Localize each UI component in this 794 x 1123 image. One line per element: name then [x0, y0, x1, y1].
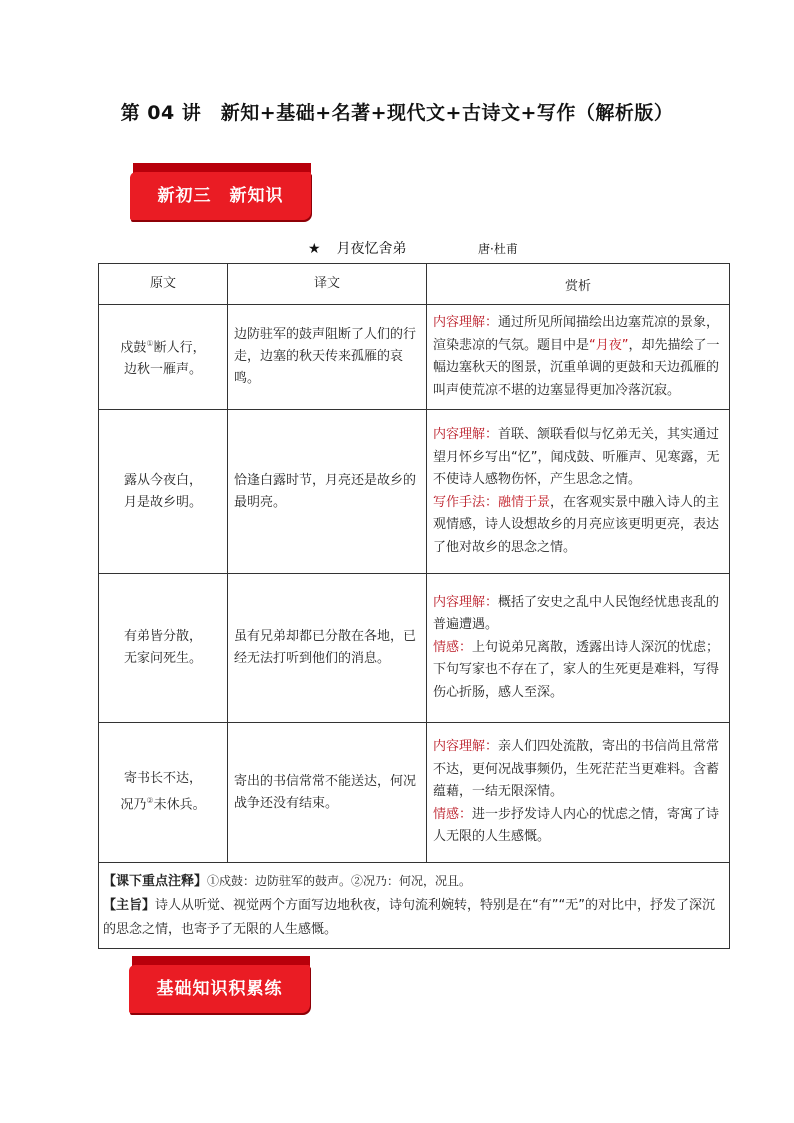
table-row [99, 305, 730, 410]
poem-heading [308, 238, 518, 258]
poem-name: 月夜忆舍弟 [336, 241, 407, 257]
notes-text: ①戍鼓：边防驻军的鼓声。②况乃：何况，况且。 [207, 874, 472, 888]
appreciation-cell [427, 305, 730, 410]
emotion-label: 情感： [433, 639, 473, 655]
footnote-mark: ② [146, 796, 154, 806]
translation-cell [228, 305, 427, 410]
translation-text: 寄出的书信常常不能送达，何况战争还没有结束。 [234, 773, 417, 811]
table-row [99, 723, 730, 863]
original-cell [99, 305, 228, 410]
section-banner-new-knowledge [130, 172, 315, 220]
appreciation-text: 上句说弟兄离散，透露出诗人深沉的忧虑；下句写家也不存在了，家人的生死更是难料，写得伤心折肠，感人至深。 [433, 639, 720, 700]
original-cell [99, 410, 228, 574]
highlight-text: “月夜” [589, 337, 629, 353]
translation-text: 边防驻军的鼓声阻断了人们的行走，边塞的秋天传来孤雁的哀鸣。 [234, 327, 417, 386]
appreciation-cell [427, 410, 730, 574]
emotion-label: 情感： [433, 806, 473, 822]
highlight-text: 融情于景 [498, 494, 551, 510]
content-label: 内容理解： [433, 594, 499, 610]
translation-text: 恰逢白露时节，月亮还是故乡的最明亮。 [234, 472, 417, 510]
translation-text: 虽有兄弟却都已分散在各地，已经无法打听到他们的消息。 [234, 629, 417, 666]
poem-author: 唐·杜甫 [478, 242, 518, 256]
technique-label: 写作手法： [433, 494, 499, 510]
original-text: 断人行， [153, 340, 206, 356]
appreciation-text: 通过所见所闻描绘出边塞荒凉的景象，渲染悲凉的气氛。题目中是 [433, 315, 720, 353]
original-text: 露从今夜白， [123, 472, 202, 488]
translation-cell [228, 410, 427, 574]
header-original: 原文 [99, 264, 228, 305]
header-appreciation: 赏析 [427, 264, 730, 305]
content-label: 内容理解： [433, 739, 499, 755]
appreciation-text: ，在客观实景中融入诗人的主观情感，诗人设想故乡的月亮应该更明更亮，表达了他对故乡的思念之情。 [433, 494, 720, 555]
star-icon: ★ [308, 241, 321, 257]
original-text: 未休兵。 [153, 797, 206, 813]
table-row [99, 574, 730, 723]
banner-label: 基础知识积累练 [156, 979, 283, 999]
table-row [99, 410, 730, 574]
appreciation-text: 概括了安史之乱中人民饱经忧患丧乱的普遍遭遇。 [433, 594, 720, 633]
original-cell [99, 574, 228, 723]
content-label: 内容理解： [433, 315, 499, 330]
original-text: 戍鼓 [120, 340, 147, 356]
table-header-row [99, 264, 730, 305]
notes-row [99, 863, 730, 949]
notes-label: 【课下重点注释】 [103, 874, 208, 889]
header-translation: 译文 [228, 264, 427, 305]
original-text: 无家问死生。 [123, 651, 202, 666]
theme-text: 诗人从听觉、视觉两个方面写边地秋夜，诗句流利婉转，特别是在“有”“无”的对比中，抒发了深沉的思念之情，也寄予了无限的人生感慨。 [103, 898, 715, 937]
appreciation-text: 进一步抒发诗人内心的忧虑之情，寄寓了诗人无限的人生感慨。 [433, 806, 720, 845]
original-text: 边秋一雁声。 [123, 362, 202, 378]
appreciation-cell [427, 574, 730, 723]
original-text: 有弟皆分散， [123, 629, 202, 644]
theme-label: 【主旨】 [103, 898, 156, 913]
notes-cell [99, 863, 730, 949]
poem-table [98, 263, 730, 949]
appreciation-text: 亲人们四处流散，寄出的书信尚且常常不达，更何况战事频仍，生死茫茫当更难料。含蓄蕴藉，一结无限深情。 [433, 739, 720, 800]
translation-cell [228, 574, 427, 723]
appreciation-text: ，却先描绘了一幅边塞秋天的图景，沉重单调的更鼓和天边孤雁的叫声使荒凉不堪的边塞显得更加冷落沉寂。 [433, 337, 720, 398]
page-title: 第 04 讲 新知+基础+名著+现代文+古诗文+写作（解析版） [120, 102, 674, 124]
content-label: 内容理解： [433, 427, 499, 442]
appreciation-cell [427, 723, 730, 863]
original-text: 寄书长不达， [123, 771, 202, 787]
original-cell [99, 723, 228, 863]
original-text: 月是故乡明。 [123, 494, 202, 510]
translation-cell [228, 723, 427, 863]
appreciation-text: 首联、颔联看似与忆弟无关，其实通过望月怀乡写出“忆”，闻戍鼓、听雁声、见寒露，无不使诗人感物伤怀，产生思念之情。 [433, 427, 720, 487]
section-banner-basic-knowledge [129, 965, 314, 1013]
original-text: 况乃 [120, 797, 147, 813]
banner-label: 新初三 新知识 [157, 186, 284, 206]
footnote-mark: ① [146, 338, 154, 348]
